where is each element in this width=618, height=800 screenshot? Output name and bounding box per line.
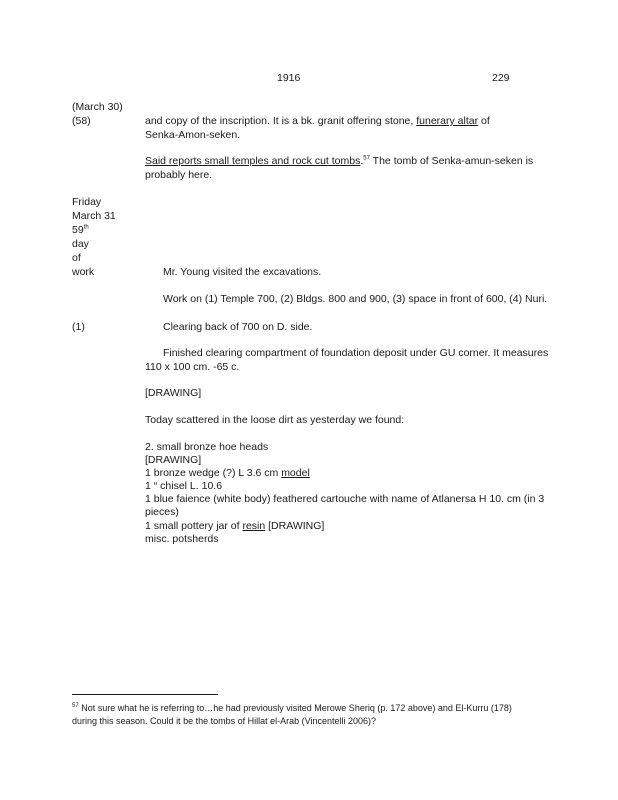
find-item-5 <box>145 520 324 533</box>
body-work-on: Work on (1) Temple 700, (2) Bldgs. 800 and 900, (3) space in front of 600, (4) Nuri. <box>163 293 548 305</box>
body-young-visit: Mr. Young visited the excavations. <box>163 266 322 278</box>
find-item-4-line-1: 1 blue faience (white body) feathered cartouche with name of Atlanersa H 10. cm (in 3 <box>145 493 545 505</box>
body-clearing: Clearing back of 700 on D. side. <box>163 321 313 333</box>
margin-day-date: March 31 <box>72 210 116 222</box>
footnote-line-1 <box>72 702 512 714</box>
find-item-1: 2. small bronze hoe heads <box>145 441 269 453</box>
footnote-ref-57: 57 <box>363 155 370 162</box>
page-number: 229 <box>492 72 510 84</box>
body-line-1-text: and copy of the inscription. It is a bk. granit offering stone, <box>145 115 417 127</box>
header-year: 1916 <box>277 72 301 84</box>
drawing-placeholder-2: [DRAWING] <box>145 454 202 466</box>
find-item-4-line-2: pieces) <box>145 506 179 518</box>
body-line-2: Senka-Amon-seken. <box>145 129 241 141</box>
body-finished-line-2: 110 x 100 cm. -65 c. <box>145 361 240 373</box>
body-line-1-end: of <box>478 115 490 127</box>
margin-work-word: work <box>72 266 95 278</box>
body-today: Today scattered in the loose dirt as yesterday we found: <box>145 414 405 426</box>
margin-of-word: of <box>72 252 81 264</box>
margin-section-label: (1) <box>72 321 85 333</box>
footnote-line-2: during this season. Could it be the tombs of Hillat el-Arab (Vincentelli 2006)? <box>72 716 377 726</box>
find-item-6: misc. potsherds <box>145 533 219 545</box>
find-item-5-end: [DRAWING] <box>265 520 325 532</box>
body-para-2 <box>145 155 533 168</box>
find-item-3: 1 “ chisel L. 10.6 <box>145 480 223 492</box>
model-underlined: model <box>281 467 310 479</box>
margin-date: (March 30) <box>72 101 123 113</box>
footnote-text-1: Not sure what he is referring to…he had previously visited Merowe Sheriq (p. 172 above) and El-Kurru (178) <box>78 703 512 713</box>
body-finished-line-1: Finished clearing compartment of foundation deposit under GU corner. It measures <box>163 347 549 359</box>
find-item-5-text: 1 small pottery jar of <box>145 520 243 532</box>
find-item-2 <box>145 467 310 480</box>
find-item-2-text: 1 bronze wedge (?) L 3.6 cm <box>145 467 282 479</box>
resin-underlined: resin <box>242 520 266 532</box>
work-day-suffix: th <box>83 224 89 231</box>
drawing-placeholder-1: [DRAWING] <box>145 387 202 399</box>
para-2-period: . <box>360 155 364 167</box>
work-day-num: 59 <box>72 224 84 236</box>
margin-entry-number: (58) <box>72 115 91 127</box>
para-2-rest: The tomb of Senka-amun-seken is <box>369 155 534 167</box>
body-para-2-line-2: probably here. <box>145 169 213 181</box>
body-line-1 <box>145 115 490 128</box>
margin-day: Friday <box>72 196 102 208</box>
footnote-number: 57 <box>72 703 79 709</box>
margin-day-word: day <box>72 238 89 250</box>
funerary-altar-underlined: funerary altar <box>416 115 479 127</box>
footnote-rule <box>72 694 218 695</box>
said-reports-underlined: Said reports small temples and rock cut tombs <box>145 155 361 167</box>
margin-work-day-number <box>72 224 89 237</box>
